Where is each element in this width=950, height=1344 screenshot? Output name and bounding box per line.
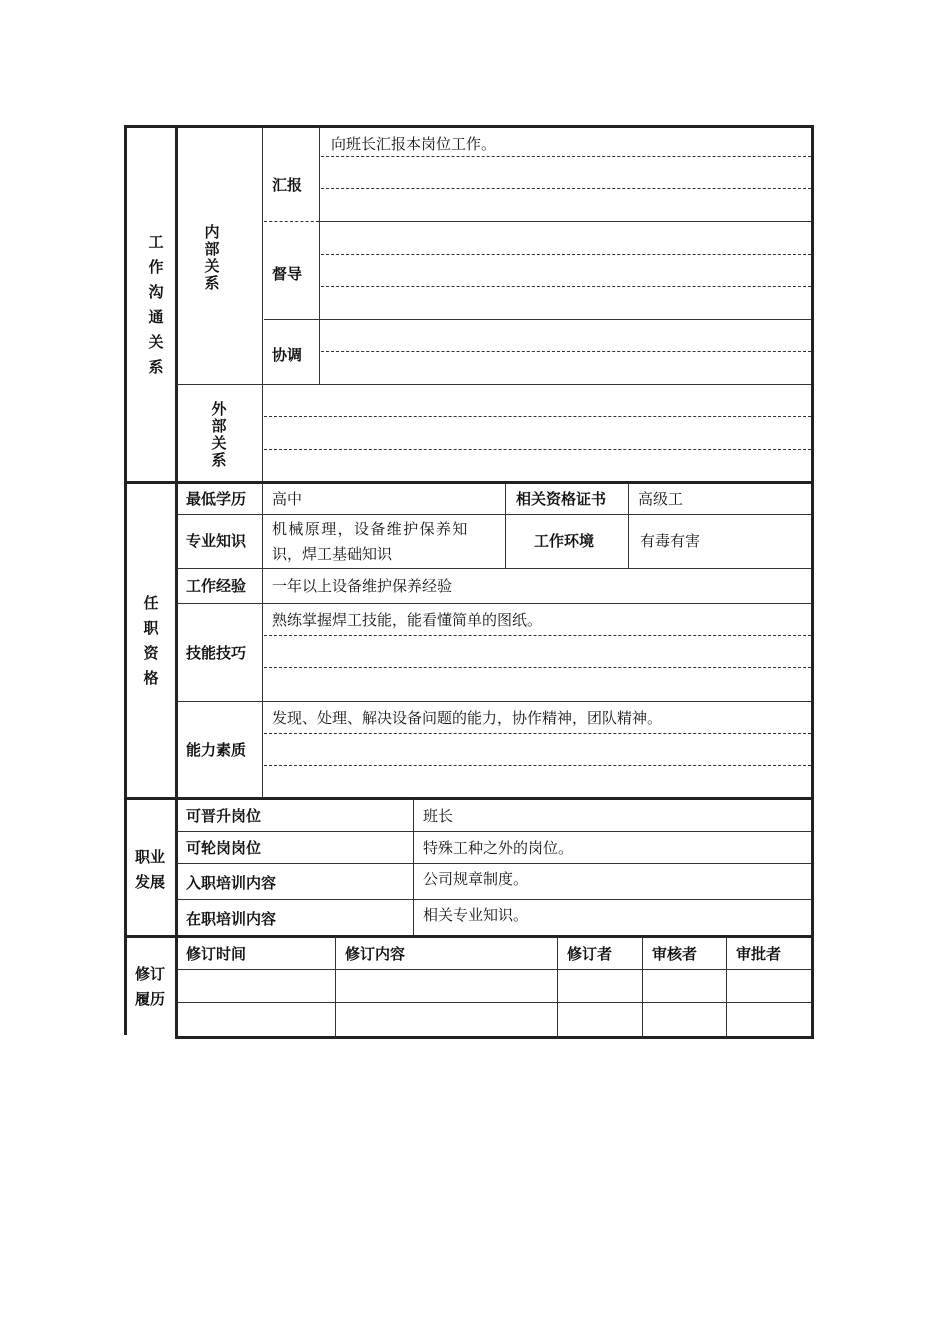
knowledge-value-line2: 识，焊工基础知识 [272, 545, 393, 563]
grid-line [177, 384, 811, 385]
knowledge-value-line1: 机械原理，设备维护保养知 [272, 520, 469, 538]
experience-value: 一年以上设备维护保养经验 [272, 577, 453, 595]
grid-line [264, 221, 319, 222]
grid-line [319, 127, 320, 384]
grid-line [177, 514, 811, 515]
section-divider [124, 481, 814, 484]
onboarding-value: 公司规章制度。 [423, 870, 529, 888]
section-label-divider [175, 125, 178, 1039]
rotation-value: 特殊工种之外的岗位。 [423, 839, 574, 857]
writing-line [264, 733, 811, 734]
promotion-value: 班长 [423, 807, 454, 825]
coordinate-label: 协调 [272, 346, 303, 364]
writing-line [321, 188, 811, 189]
grid-line [262, 483, 263, 797]
onjob-label: 在职培训内容 [186, 910, 277, 928]
grid-line [177, 969, 811, 970]
grid-line [177, 603, 811, 604]
grid-line [413, 799, 414, 935]
writing-line [321, 351, 811, 352]
environment-value: 有毒有害 [640, 532, 701, 550]
table-bottom-border [176, 1036, 814, 1039]
revision-title: 修订履历 [135, 965, 166, 1008]
grid-line [320, 221, 811, 222]
internal-relations-label: 内部关系 [204, 223, 220, 292]
section-divider [124, 797, 814, 800]
onjob-value: 相关专业知识。 [423, 906, 529, 924]
grid-line [726, 937, 727, 1039]
grid-line [177, 568, 811, 569]
ability-label: 能力素质 [186, 741, 247, 759]
grid-line [177, 899, 811, 900]
communication-title: 工作沟通关系 [148, 233, 164, 376]
revision-column-header: 审批者 [736, 945, 782, 963]
grid-line [505, 483, 506, 568]
writing-line [321, 156, 811, 157]
grid-line [335, 937, 336, 1039]
writing-line [264, 667, 811, 668]
writing-line [321, 254, 811, 255]
table-left-border [124, 125, 127, 1035]
table-right-border [811, 125, 814, 1039]
revision-column-header: 修订内容 [345, 945, 406, 963]
promotion-label: 可晋升岗位 [186, 807, 262, 825]
grid-line [177, 701, 811, 702]
writing-line [264, 765, 811, 766]
grid-line [262, 127, 263, 481]
grid-line [628, 483, 629, 568]
supervise-label: 督导 [272, 265, 303, 283]
grid-line [177, 1002, 811, 1003]
writing-line [264, 416, 811, 417]
qualification-title: 任职资格 [143, 594, 159, 687]
skills-label: 技能技巧 [186, 644, 247, 662]
report-label: 汇报 [272, 176, 303, 194]
section-divider [124, 935, 814, 938]
career-title: 职业发展 [135, 848, 166, 891]
ability-value: 发现、处理、解决设备问题的能力，协作精神，团队精神。 [272, 709, 663, 727]
revision-column-header: 修订者 [567, 945, 613, 963]
skills-value: 熟练掌握焊工技能，能看懂简单的图纸。 [272, 611, 543, 629]
onboarding-label: 入职培训内容 [186, 874, 277, 892]
revision-column-header: 修订时间 [186, 945, 247, 963]
grid-line [557, 937, 558, 1039]
grid-line [264, 319, 811, 320]
knowledge-label: 专业知识 [186, 532, 247, 550]
certificate-value: 高级工 [638, 490, 684, 508]
rotation-label: 可轮岗岗位 [186, 839, 262, 857]
writing-line [264, 449, 811, 450]
report-text: 向班长汇报本岗位工作。 [331, 135, 497, 153]
writing-line [321, 286, 811, 287]
certificate-label: 相关资格证书 [516, 490, 607, 508]
writing-line [264, 635, 811, 636]
table-top-border [124, 125, 814, 128]
grid-line [177, 831, 811, 832]
environment-label: 工作环境 [534, 532, 595, 550]
revision-column-header: 审核者 [652, 945, 698, 963]
education-value: 高中 [272, 490, 303, 508]
experience-label: 工作经验 [186, 577, 247, 595]
education-label: 最低学历 [186, 490, 247, 508]
external-relations-label: 外部关系 [211, 400, 227, 469]
grid-line [177, 863, 811, 864]
grid-line [642, 937, 643, 1039]
